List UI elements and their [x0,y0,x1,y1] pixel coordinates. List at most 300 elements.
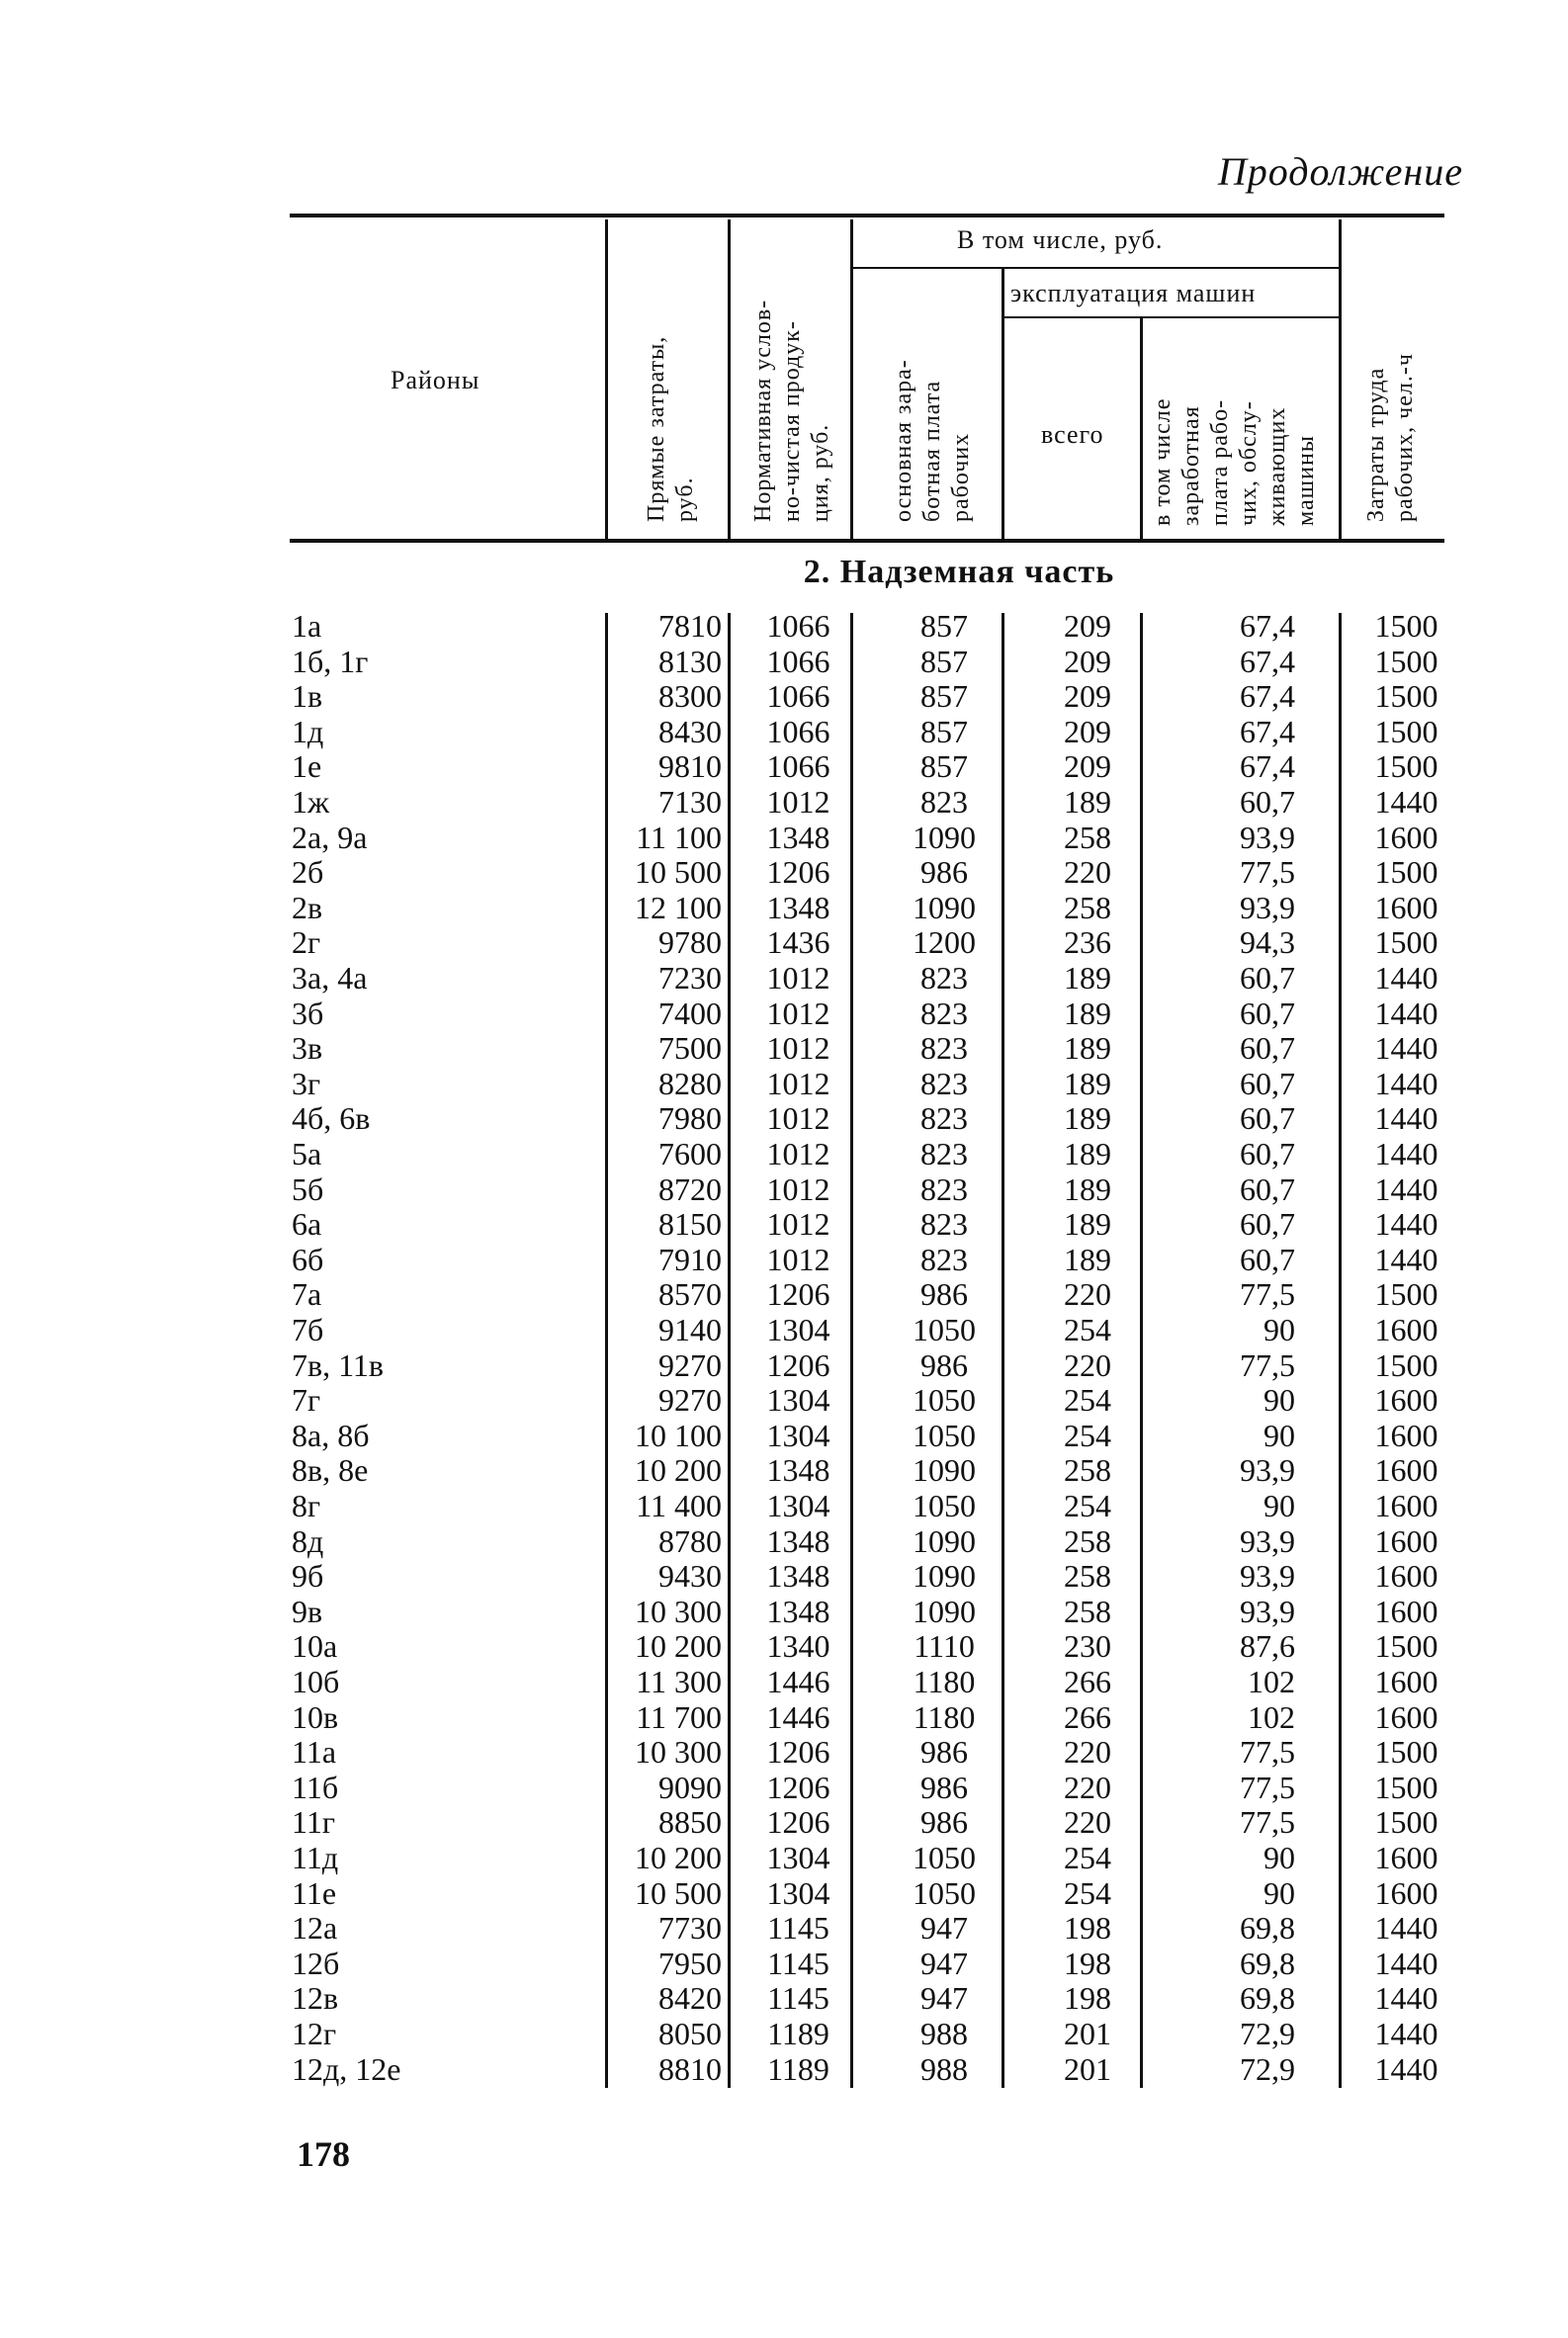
cell-machine-wage: 90 [1263,1417,1295,1453]
cell-labor: 1600 [1374,819,1438,855]
cell-region: 10а [292,1628,338,1665]
header-divider-3 [850,219,853,539]
cell-labor: 1600 [1374,1874,1438,1911]
cell-base-wage: 986 [920,1346,968,1383]
cell-direct-costs: 10 300 [635,1734,722,1771]
cell-region: 10б [292,1664,340,1699]
column-header-including: В том числе, руб. [957,225,1164,254]
cell-base-wage: 986 [920,1734,968,1771]
table-row [0,1136,1568,1171]
cell-base-wage: 1090 [913,1593,976,1629]
cell-direct-costs: 8150 [658,1206,722,1243]
cell-labor: 1440 [1374,1980,1438,2017]
cell-labor: 1440 [1374,1910,1438,1947]
cell-direct-costs: 7730 [658,1910,722,1947]
cell-base-wage: 823 [920,960,968,996]
cell-machine-wage: 90 [1263,1488,1295,1523]
cell-labor: 1500 [1374,678,1438,715]
cell-base-wage: 1090 [913,889,976,925]
cell-machine-total: 198 [1064,1980,1111,2017]
table-row [0,1100,1568,1136]
cell-direct-costs: 7500 [658,1030,722,1067]
cell-direct-costs: 7950 [658,1945,722,1981]
table-row [0,1558,1568,1594]
table-row [0,1664,1568,1699]
header-divider-5 [1140,318,1143,539]
cell-direct-costs: 10 300 [635,1593,722,1629]
cell-normative-product: 1348 [766,819,830,855]
cell-normative-product: 1066 [766,608,830,644]
cell-region: 12в [292,1980,339,2017]
cell-machine-total: 254 [1064,1874,1111,1911]
cell-base-wage: 1090 [913,1558,976,1595]
cell-labor: 1500 [1374,1628,1438,1665]
cell-labor: 1440 [1374,784,1438,820]
cell-normative-product: 1446 [766,1664,830,1699]
table-row [0,890,1568,925]
cell-normative-product: 1348 [766,889,830,925]
cell-base-wage: 857 [920,608,968,644]
table-row [0,1946,1568,1981]
header-divider-1 [605,219,608,539]
cell-region: 5а [292,1136,322,1171]
cell-base-wage: 1090 [913,819,976,855]
cell-machine-wage: 93,9 [1240,889,1295,925]
cell-base-wage: 1050 [913,1312,976,1347]
cell-region: 2в [292,889,323,925]
table-row [0,644,1568,679]
cell-region: 7г [292,1382,321,1419]
cell-machine-wage: 77,5 [1240,1769,1295,1805]
cell-machine-wage: 60,7 [1240,784,1295,820]
cell-normative-product: 1348 [766,1452,830,1489]
cell-normative-product: 1304 [766,1417,830,1453]
cell-direct-costs: 7400 [658,995,722,1031]
cell-base-wage: 986 [920,1276,968,1313]
cell-labor: 1440 [1374,1945,1438,1981]
cell-direct-costs: 8720 [658,1170,722,1207]
cell-normative-product: 1012 [766,1030,830,1067]
cell-region: 7а [292,1276,322,1313]
cell-machine-total: 201 [1064,2050,1111,2087]
cell-region: 12б [292,1945,340,1981]
cell-normative-product: 1145 [767,1910,829,1947]
cell-base-wage: 947 [920,1910,968,1947]
cell-direct-costs: 7910 [658,1241,722,1277]
column-header-region: Районы [391,366,480,394]
cell-machine-wage: 77,5 [1240,1734,1295,1771]
table-row [0,1804,1568,1840]
table-row [0,1628,1568,1664]
table-row [0,1875,1568,1911]
cell-labor: 1600 [1374,1312,1438,1347]
cell-region: 8д [292,1522,324,1559]
cell-machine-wage: 69,8 [1240,1945,1295,1981]
section-title: 2. Надземная часть [803,554,1115,590]
cell-labor: 1440 [1374,1065,1438,1101]
cell-machine-wage: 67,4 [1240,713,1295,749]
cell-direct-costs: 7600 [658,1136,722,1171]
cell-normative-product: 1145 [767,1945,829,1981]
cell-labor: 1440 [1374,2016,1438,2051]
cell-region: 3а, 4а [292,960,368,996]
table-row [0,1418,1568,1453]
cell-labor: 1500 [1374,643,1438,679]
cell-region: 11е [292,1874,337,1911]
table-row [0,1488,1568,1523]
cell-normative-product: 1304 [766,1840,830,1875]
cell-base-wage: 947 [920,1945,968,1981]
cell-machine-wage: 77,5 [1240,1346,1295,1383]
cell-base-wage: 823 [920,784,968,820]
cell-machine-wage: 60,7 [1240,1206,1295,1243]
column-header-machine-operation: эксплуатация машин [1010,279,1257,307]
table-row [0,1347,1568,1383]
header-divider-4 [1002,269,1004,539]
cell-normative-product: 1012 [766,960,830,996]
cell-direct-costs: 7810 [658,608,722,644]
cell-machine-wage: 77,5 [1240,1276,1295,1313]
cell-labor: 1600 [1374,889,1438,925]
table-row [0,996,1568,1031]
cell-direct-costs: 8420 [658,1980,722,2017]
table-row [0,1770,1568,1805]
cell-direct-costs: 7130 [658,784,722,820]
table-row [0,1840,1568,1875]
cell-machine-total: 230 [1064,1628,1111,1665]
cell-labor: 1440 [1374,2050,1438,2087]
cell-machine-total: 189 [1064,1030,1111,1067]
cell-region: 1в [292,678,323,715]
cell-labor: 1500 [1374,1346,1438,1383]
cell-normative-product: 1340 [766,1628,830,1665]
cell-labor: 1500 [1374,924,1438,961]
cell-base-wage: 1110 [914,1628,975,1665]
cell-base-wage: 857 [920,713,968,749]
cell-base-wage: 988 [920,2016,968,2051]
table-row [0,1312,1568,1347]
cell-labor: 1500 [1374,1769,1438,1805]
cell-base-wage: 1050 [913,1840,976,1875]
cell-direct-costs: 9140 [658,1312,722,1347]
cell-region: 11б [292,1769,339,1805]
cell-direct-costs: 12 100 [635,889,722,925]
cell-normative-product: 1304 [766,1488,830,1523]
cell-machine-total: 189 [1064,1136,1111,1171]
cell-normative-product: 1348 [766,1593,830,1629]
column-header-labor: Затраты труда рабочих, чел.-ч [1363,353,1418,522]
cell-direct-costs: 10 200 [635,1840,722,1875]
cell-region: 6а [292,1206,322,1243]
table-row [0,1030,1568,1066]
cell-machine-wage: 93,9 [1240,1593,1295,1629]
cell-labor: 1440 [1374,1136,1438,1171]
cell-machine-wage: 67,4 [1240,608,1295,644]
cell-machine-total: 189 [1064,1065,1111,1101]
table-row [0,1734,1568,1770]
table-row [0,820,1568,855]
cell-region: 11а [292,1734,337,1771]
cell-base-wage: 823 [920,1241,968,1277]
cell-labor: 1440 [1374,1241,1438,1277]
cell-machine-total: 254 [1064,1382,1111,1419]
table-row [0,1066,1568,1101]
cell-machine-wage: 72,9 [1240,2050,1295,2087]
table-row [0,1523,1568,1559]
cell-base-wage: 988 [920,2050,968,2087]
cell-machine-wage: 60,7 [1240,1065,1295,1101]
cell-region: 9б [292,1558,324,1595]
cell-machine-total: 258 [1064,819,1111,855]
cell-direct-costs: 8570 [658,1276,722,1313]
cell-normative-product: 1206 [766,1804,830,1841]
table-row [0,1382,1568,1418]
cell-base-wage: 1180 [913,1698,976,1735]
column-header-machine-wage: в том числе заработная плата рабо- чих, обслу- живающих машины [1150,397,1319,526]
cell-machine-wage: 90 [1263,1874,1295,1911]
cell-base-wage: 1090 [913,1522,976,1559]
cell-base-wage: 823 [920,1065,968,1101]
cell-labor: 1500 [1374,713,1438,749]
cell-region: 12а [292,1910,338,1947]
table-row [0,748,1568,784]
cell-machine-total: 189 [1064,995,1111,1031]
cell-machine-total: 258 [1064,1558,1111,1595]
cell-normative-product: 1012 [766,1136,830,1171]
cell-direct-costs: 8130 [658,643,722,679]
cell-machine-total: 258 [1064,1522,1111,1559]
cell-machine-total: 266 [1064,1664,1111,1699]
cell-labor: 1440 [1374,960,1438,996]
cell-direct-costs: 9430 [658,1558,722,1595]
cell-labor: 1440 [1374,1206,1438,1243]
cell-base-wage: 1050 [913,1874,976,1911]
cell-machine-wage: 90 [1263,1312,1295,1347]
cell-machine-total: 258 [1064,889,1111,925]
cell-base-wage: 947 [920,1980,968,2017]
cell-machine-total: 254 [1064,1312,1111,1347]
cell-region: 1д [292,713,324,749]
cell-direct-costs: 8850 [658,1804,722,1841]
cell-labor: 1600 [1374,1417,1438,1453]
cell-region: 8в, 8е [292,1452,369,1489]
cell-labor: 1600 [1374,1488,1438,1523]
cell-normative-product: 1304 [766,1874,830,1911]
cell-labor: 1500 [1374,854,1438,891]
cell-machine-total: 258 [1064,1593,1111,1629]
table-row [0,1206,1568,1242]
cell-direct-costs: 11 100 [636,819,722,855]
cell-labor: 1600 [1374,1664,1438,1699]
cell-direct-costs: 7230 [658,960,722,996]
cell-region: 1ж [292,784,330,820]
cell-machine-total: 220 [1064,1734,1111,1771]
cell-region: 7б [292,1312,324,1347]
column-header-normative-product: Нормативная услов- но-чистая продук- ция, руб. [750,299,833,522]
cell-labor: 1440 [1374,1170,1438,1207]
cell-machine-wage: 60,7 [1240,1241,1295,1277]
cell-machine-total: 198 [1064,1945,1111,1981]
table-row [0,1594,1568,1629]
cell-direct-costs: 8050 [658,2016,722,2051]
table-row [0,714,1568,749]
cell-machine-total: 220 [1064,1276,1111,1313]
cell-machine-wage: 93,9 [1240,1452,1295,1489]
cell-labor: 1600 [1374,1522,1438,1559]
cell-machine-wage: 60,7 [1240,960,1295,996]
cell-labor: 1600 [1374,1593,1438,1629]
cell-machine-wage: 67,4 [1240,748,1295,785]
cell-machine-wage: 93,9 [1240,1558,1295,1595]
cell-machine-wage: 60,7 [1240,1136,1295,1171]
cell-normative-product: 1304 [766,1312,830,1347]
cell-normative-product: 1012 [766,1206,830,1243]
cell-normative-product: 1206 [766,854,830,891]
cell-normative-product: 1145 [767,1980,829,2017]
cell-labor: 1500 [1374,1804,1438,1841]
cell-machine-wage: 87,6 [1240,1628,1295,1665]
header-divider-6 [1339,219,1342,539]
cell-machine-total: 254 [1064,1840,1111,1875]
cell-base-wage: 823 [920,1170,968,1207]
cell-region: 4б, 6в [292,1100,371,1137]
cell-normative-product: 1012 [766,784,830,820]
cell-normative-product: 1304 [766,1382,830,1419]
cell-direct-costs: 8300 [658,678,722,715]
cell-machine-wage: 77,5 [1240,854,1295,891]
cell-labor: 1500 [1374,1734,1438,1771]
cell-base-wage: 1050 [913,1382,976,1419]
cell-machine-total: 189 [1064,784,1111,820]
cell-region: 3г [292,1065,321,1101]
cell-base-wage: 857 [920,643,968,679]
cell-direct-costs: 10 200 [635,1452,722,1489]
cell-normative-product: 1012 [766,1100,830,1137]
cell-base-wage: 1200 [913,924,976,961]
cell-labor: 1600 [1374,1382,1438,1419]
cell-direct-costs: 9810 [658,748,722,785]
cell-base-wage: 823 [920,1206,968,1243]
cell-machine-total: 258 [1064,1452,1111,1489]
including-rule [852,267,1341,269]
cell-machine-total: 189 [1064,1241,1111,1277]
machine-rule [1003,316,1341,318]
cell-direct-costs: 10 100 [635,1417,722,1453]
cell-machine-wage: 60,7 [1240,995,1295,1031]
table-row [0,1276,1568,1312]
cell-labor: 1440 [1374,995,1438,1031]
cell-region: 10в [292,1698,339,1735]
cell-region: 1а [292,608,322,644]
cell-normative-product: 1206 [766,1276,830,1313]
column-header-base-wage: основная зара- ботная плата рабочих [891,359,974,522]
cell-base-wage: 1180 [913,1664,976,1699]
cell-machine-total: 189 [1064,1100,1111,1137]
cell-machine-total: 220 [1064,1804,1111,1841]
table-row [0,2016,1568,2051]
cell-labor: 1600 [1374,1452,1438,1489]
cell-machine-wage: 60,7 [1240,1030,1295,1067]
continuation-label: Продолжение [1217,149,1463,194]
cell-normative-product: 1189 [767,2050,829,2087]
cell-direct-costs: 9270 [658,1382,722,1419]
cell-machine-total: 254 [1064,1417,1111,1453]
header-divider-2 [728,219,731,539]
cell-direct-costs: 8280 [658,1065,722,1101]
cell-direct-costs: 8780 [658,1522,722,1559]
page-number: 178 [297,2134,350,2174]
cell-machine-total: 209 [1064,608,1111,644]
cell-region: 8а, 8б [292,1417,370,1453]
cell-region: 3б [292,995,324,1031]
cell-labor: 1500 [1374,608,1438,644]
cell-machine-wage: 94,3 [1240,924,1295,961]
table-row [0,960,1568,996]
cell-normative-product: 1206 [766,1769,830,1805]
cell-direct-costs: 7980 [658,1100,722,1137]
cell-region: 7в, 11в [292,1346,385,1383]
cell-normative-product: 1446 [766,1698,830,1735]
cell-direct-costs: 11 700 [636,1698,722,1735]
cell-machine-total: 189 [1064,960,1111,996]
cell-normative-product: 1436 [766,924,830,961]
cell-region: 12д, 12е [292,2050,401,2087]
cell-direct-costs: 10 200 [635,1628,722,1665]
cell-base-wage: 1050 [913,1488,976,1523]
cell-base-wage: 823 [920,1100,968,1137]
cell-region: 5б [292,1170,324,1207]
cell-direct-costs: 9780 [658,924,722,961]
cell-labor: 1440 [1374,1100,1438,1137]
cell-normative-product: 1348 [766,1522,830,1559]
cell-direct-costs: 10 500 [635,1874,722,1911]
cell-normative-product: 1066 [766,713,830,749]
cell-direct-costs: 10 500 [635,854,722,891]
cell-normative-product: 1012 [766,1065,830,1101]
cell-base-wage: 1050 [913,1417,976,1453]
cell-machine-total: 266 [1064,1698,1111,1735]
table-row [0,1980,1568,2016]
cell-machine-total: 189 [1064,1170,1111,1207]
table-row [0,924,1568,960]
cell-machine-wage: 102 [1248,1698,1295,1735]
cell-machine-total: 209 [1064,678,1111,715]
cell-machine-wage: 93,9 [1240,819,1295,855]
table-row [0,678,1568,714]
table-row [0,1452,1568,1488]
cell-machine-total: 198 [1064,1910,1111,1947]
cell-normative-product: 1066 [766,748,830,785]
cell-direct-costs: 11 400 [636,1488,722,1523]
cell-direct-costs: 9090 [658,1769,722,1805]
cell-machine-wage: 60,7 [1240,1170,1295,1207]
cell-normative-product: 1189 [767,2016,829,2051]
table-row [0,2051,1568,2087]
cell-region: 3в [292,1030,323,1067]
cell-labor: 1600 [1374,1558,1438,1595]
cell-region: 2б [292,854,324,891]
cell-labor: 1500 [1374,1276,1438,1313]
cell-region: 2а, 9а [292,819,368,855]
cell-machine-wage: 90 [1263,1382,1295,1419]
table-row [0,1242,1568,1277]
cell-labor: 1440 [1374,1030,1438,1067]
cell-machine-wage: 69,8 [1240,1910,1295,1947]
cell-machine-wage: 102 [1248,1664,1295,1699]
cell-base-wage: 1090 [913,1452,976,1489]
cell-direct-costs: 11 300 [636,1664,722,1699]
cell-region: 9в [292,1593,323,1629]
